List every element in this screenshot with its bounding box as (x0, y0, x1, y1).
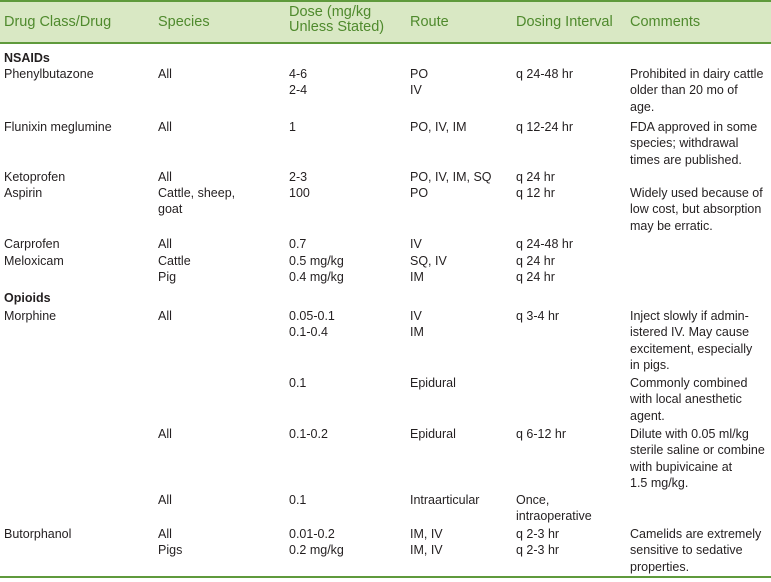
cell-species: All (158, 170, 172, 184)
cell-species: Cattle (158, 254, 191, 268)
header-species: Species (158, 13, 210, 30)
cell-drug: Ketoprofen (4, 170, 66, 184)
cell-drug: Butorphanol (4, 527, 72, 541)
cell-interval: q 2-3 hr q 2-3 hr (516, 527, 560, 558)
cell-interval: q 24 hr (516, 254, 555, 268)
cell-comments: Inject slowly if admin- istered IV. May cause excitement, especially in pigs. (630, 309, 753, 373)
cell-route: PO (410, 186, 429, 200)
cell-interval: q 24-48 hr (516, 237, 573, 251)
cell-dose: 0.1 (289, 493, 307, 507)
cell-comments: Prohibited in dairy cattle older than 20 mo of age. (630, 67, 764, 114)
cell-route: Epidural (410, 427, 456, 441)
cell-interval: q 6-12 hr (516, 427, 567, 441)
section-title: NSAIDs (4, 51, 50, 65)
cell-species: All (158, 120, 172, 134)
cell-dose: 0.1-0.2 (289, 427, 328, 441)
cell-route: IV IM (410, 309, 424, 340)
cell-species: All (158, 309, 172, 323)
cell-route: Intraarticular (410, 493, 480, 507)
cell-drug: Morphine (4, 309, 57, 323)
header-route: Route (410, 13, 449, 30)
header-comments: Comments (630, 13, 701, 30)
header-dosing-interval: Dosing Interval (516, 13, 613, 30)
cell-interval: q 24 hr (516, 270, 555, 284)
cell-species: All (158, 237, 172, 251)
section-title: Opioids (4, 291, 51, 305)
cell-species: All (158, 493, 172, 507)
cell-route: PO, IV, IM (410, 120, 467, 134)
cell-comments: Dilute with 0.05 ml/kg sterile saline or combine with bupivicaine at 1.5 mg/kg. (630, 427, 765, 491)
cell-route: IM (410, 270, 424, 284)
cell-dose: 0.5 mg/kg (289, 254, 344, 268)
cell-interval: q 24 hr (516, 170, 555, 184)
cell-dose: 0.05-0.1 0.1-0.4 (289, 309, 335, 340)
cell-species: All Pigs (158, 527, 183, 558)
cell-interval: Once, intraoperative (516, 493, 592, 524)
cell-interval: q 24-48 hr (516, 67, 573, 81)
cell-comments: Commonly combined with local anesthetic agent. (630, 376, 748, 423)
cell-dose: 1 (289, 120, 296, 134)
cell-drug: Carprofen (4, 237, 60, 251)
table-header (0, 0, 771, 44)
cell-dose: 0.01-0.2 0.2 mg/kg (289, 527, 344, 558)
cell-route: IV (410, 237, 422, 251)
cell-species: All (158, 427, 172, 441)
cell-route: IM, IV IM, IV (410, 527, 443, 558)
cell-dose: 2-3 (289, 170, 308, 184)
cell-drug: Aspirin (4, 186, 43, 200)
cell-route: SQ, IV (410, 254, 447, 268)
bottom-rule (0, 576, 771, 578)
cell-species: All (158, 67, 172, 81)
cell-comments: Widely used because of low cost, but absorption may be erratic. (630, 186, 763, 233)
cell-comments: Camelids are extremely sensitive to sedative properties. (630, 527, 762, 574)
cell-route: Epidural (410, 376, 456, 390)
cell-interval: q 3-4 hr (516, 309, 560, 323)
header-dose: Dose (mg/kg Unless Stated) (289, 4, 385, 35)
cell-drug: Meloxicam (4, 254, 64, 268)
cell-drug: Flunixin meglumine (4, 120, 112, 134)
cell-dose: 4-6 2-4 (289, 67, 308, 98)
cell-interval: q 12-24 hr (516, 120, 573, 134)
cell-species: Cattle, sheep, goat (158, 186, 236, 217)
cell-species: Pig (158, 270, 177, 284)
cell-dose: 0.7 (289, 237, 307, 251)
cell-dose: 0.4 mg/kg (289, 270, 344, 284)
cell-dose: 0.1 (289, 376, 307, 390)
cell-interval: q 12 hr (516, 186, 555, 200)
cell-comments: FDA approved in some species; withdrawal times are published. (630, 120, 758, 167)
header-drug-class: Drug Class/Drug (4, 13, 112, 30)
cell-route: PO, IV, IM, SQ (410, 170, 492, 184)
cell-dose: 100 (289, 186, 310, 200)
cell-route: PO IV (410, 67, 429, 98)
cell-drug: Phenylbutazone (4, 67, 94, 81)
